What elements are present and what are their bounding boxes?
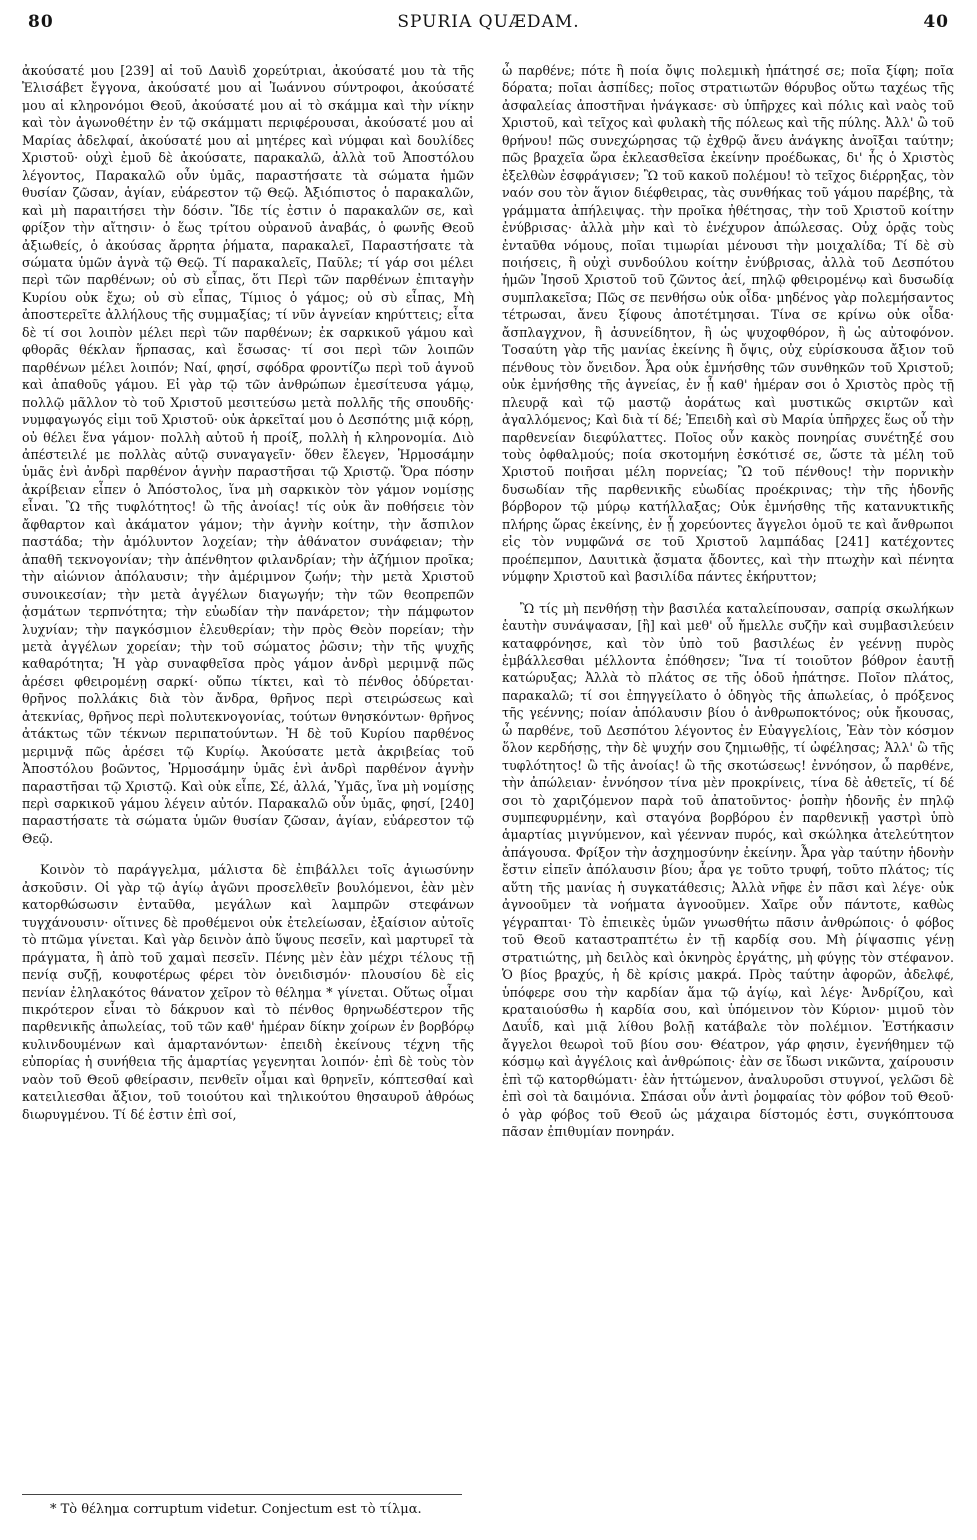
- page-number-right: 40: [923, 12, 949, 32]
- right-column: [502, 62, 954, 1492]
- footnote-rule: [22, 1494, 462, 1495]
- running-title: SPURIA QUÆDAM.: [397, 12, 580, 32]
- left-column: [22, 62, 474, 1492]
- page-number-left: 80: [28, 12, 54, 32]
- running-header: [0, 12, 977, 46]
- footnote: * Τὸ θέλημα corruptum videtur. Conjectum est τὸ τίλμα.: [50, 1502, 422, 1517]
- right-paragraph-2: Ὢ τίς μὴ πενθήσῃ τὴν βασιλέα καταλείπουσαν, σαπρίᾳ σκωλήκων ἑαυτὴν συνάψασαν, [ἢ] καὶ μεθ' οὗ ἤμελλε συζῆν καὶ συμβασιλεύειν καταφρόνησε, καὶ τὸν ὑπὸ τοῦ βασιλέως ἐν γεέννῃ πυρὸς ἐμβάλλεσθαι μέλλοντα ἐπόθησεν; Ἵνα τί τοιοῦτον βόθρον ἑαυτῇ κατώρυξας; Ἀλλὰ τὸ πλάτος σε τῆς ὁδοῦ ἠπάτησε. Ποῖον πλάτος, παρακαλῶ; τί σοι ἐπηγγείλατο ὁ ὁδηγὸς τῆς ἀπωλείας, ὁ πρόξενος τῆς γεέννης; ποίαν ἀπόλαυσιν βίου ὁ ἀνθρωποκτόνος; οὐκ ἤκουσας, ὦ παρθένε, τοῦ Δεσπότου λέγοντος ἐν Εὐαγγελίοις, Ἐὰν τὸν κόσμον ὅλον κερδήσῃς, τὴν δὲ ψυχήν σου ζημιωθῇς, τί ὠφέλησας; Ἀλλ' ὢ τῆς τυφλότητος! ὢ τῆς ἀνοίας! ὢ τῆς σκοτώσεως! ἐννόησον, ὦ παρθένε, τὴν ἀπώλειαν· ἐννόησον τίνα μὲν προκρίνεις, τίνα δὲ ἀθετεῖς, τί δέ σοι τὸ χαριζόμενον παρὰ τοῦ ἀπατοῦντος· ῥοπὴν ἡδονῆς ἐν πηλῷ συμπεφυρμένην, καὶ σταγόνα βορβόρου ἐν παρθενικῇ γαστρὶ ὑπὸ ἁμαρτίας μιγνύμενον, καὶ γέενναν πυρός, καὶ σκώληκα ἀτελεύτητον ἀπάγουσα. Φρίξον τὴν ἀσχημοσύνην ἐκείνην. Ἆρα γὰρ ταύτην ἡδονὴν ἔστιν εἰπεῖν ἀπόλαυσιν βίου; ἆρα γε τοῦτο τρυφή, τοῦτο πλάτος; τίς αὕτη τῆς μανίας ἡ συγκατάθεσις; Ἀλλὰ νῆφε ἐν πᾶσι καὶ λέγε· οὐκ ἀγνοοῦμεν τὰ νοήματα ἀγνοοῦμεν. Χαῖρε οὖν πάντοτε, καθὼς γέγραπται· Τὸ ἐπιεικὲς ὑμῶν γνωσθήτω πᾶσιν ἀνθρώποις· ὁ φόβος τοῦ Θεοῦ καταστραπτέτω ἐν τῇ καρδίᾳ σου. Μὴ ῥίψασπις γένῃ στρατιώτης, μὴ δειλὸς καὶ ὀκνηρὸς ἐργάτης, μὴ φύγῃς τὸν στέφανον. Ὁ βίος βραχύς, ἡ δὲ κρίσις μακρά. Πρὸς ταύτην ἀφορῶν, ἀδελφέ, ὑπόφερε σου τὴν καρδίαν ἅμα τῷ ἁγίῳ, καὶ λέγε· Ἀνδρίζου, καὶ κραταιούσθω ἡ καρδία σου, καὶ ὑπόμεινον τὸν Κύριον· μιμοῦ τὸν Δαυΐδ, καὶ μιᾷ λίθου βολῇ κατάβαλε τὸν πολέμιον. Ἐστήκασιν ἄγγελοι θεωροὶ τοῦ βίου σου· Θέατρον, γάρ φησιν, ἐγενήθημεν τῷ κόσμῳ καὶ ἀγγέλοις καὶ ἀνθρώποις· ἐὰν σε ἴδωσι νικῶντα, χαίρουσιν ἐπὶ τῷ κατορθώματι· ἐὰν ἡττώμενον, ἀναλυροῦσι στυγνοί, γελῶσι δὲ ἐπὶ σοὶ τὰ δαιμόνια. Σπάσαι οὖν ἀντὶ ῥομφαίας τὸν φόβον τοῦ Θεοῦ· ὁ γὰρ φόβος τοῦ Θεοῦ ὡς μάχαιρα δίστομός ἐστι, συγκόπτουσα πᾶσαν ἐπιθυμίαν πονηράν.: [502, 600, 954, 1140]
- left-paragraph-1: ἀκούσατέ μου [239] αἱ τοῦ Δαυὶδ χορεύτριαι, ἀκούσατέ μου τὰ τῆς Ἐλισάβετ ἔγγονα, ἀκούσατέ μου αἱ Ἰωάννου σύντροφοι, ἀκούσατέ μου αἱ κληρονόμοι Θεοῦ, ἀκούσατέ μου αἱ τὸ σκάμμα καὶ τὴν νίκην καὶ τὸν ἀγωνοθέτην ἐν τῷ σκάμματι περιφέρουσαι, ἀκούσατέ μου αἱ Μαρίας ἀδελφαί, ἀκούσατέ μου αἱ μητέρες καὶ νύμφαι καὶ δουλίδες Χριστοῦ· οὐχὶ ἐμοῦ δὲ ἀκούσατε, παρακαλῶ, ἀλλὰ τοῦ Ἀποστόλου λέγοντος, Παρακαλῶ οὖν ὑμᾶς, παραστήσατε τὰ σώματα ἡμῶν θυσίαν ζῶσαν, ἁγίαν, εὐάρεστον τῷ Θεῷ. Ἀξιόπιστος ὁ παρακαλῶν, καὶ μὴ παραιτήσει τὴν δόσιν. Ἴδε τίς ἐστιν ὁ παρακαλῶν σε, καὶ φρίξον τὴν αἴτησιν· ὁ ἕως τρίτου οὐρανοῦ ἀναβάς, ὁ φωνῆς Θεοῦ ἀξιωθείς, ὁ ἀκούσας ἄρρητα ῥήματα, παρακαλεῖ, Παραστήσατε τὰ σώματα ὑμῶν ἁγνὰ τῷ Θεῷ. Τί παρακαλεῖς, Παῦλε; τί γάρ σοι μέλει περὶ τῶν παρθένων; οὐ σὺ εἶπας, ὅτι Περὶ τῶν παρθένων ἐπιταγὴν Κυρίου οὐκ ἔχω; οὐ σὺ εἶπας, Τίμιος ὁ γάμος; οὐ σὺ εἶπας, Μὴ ἀποστερεῖτε ἀλλήλους τῆς συμμαξίας; τί νῦν ἁγνείαν κηρύττεις; εἶτα δὲ τί σοι λοιπὸν μέλει περὶ τῶν παρθένων; ἐκ σαρκικοῦ γάμου καὶ φθορᾶς θέκλαν ἥρπασας, καὶ ἔσωσας· τί σοι περὶ τῶν λοιπῶν παρθένων μέλει λοιπόν; Ναί, φησί, σφόδρα φροντίζω περὶ τοῦ ἁγνοῦ καὶ ἀπαθοῦς γάμου. Εἰ γὰρ τῷ τῶν ἀνθρώπων ἐμεσίτευσα γάμῳ, πολλῷ μᾶλλον τὸ τοῦ Χριστοῦ μεσιτεύσω μετὰ πολλῆς τῆς σπουδῆς· νυμφαγωγός εἰμι τοῦ Χριστοῦ· οὐκ ἀρκεῖταί μου ὁ Δεσπότης μιᾷ κόρῃ, οὐ θέλει ἕνα γάμον· πολλὴ αὐτοῦ ἡ προίξ, πολλὴ ἡ κληρονομία. Διὸ ἀπέστειλέ με πολλὰς αὐτῷ συναγαγεῖν· ὅθεν ἔλεγεν, Ἡρμοσάμην ὑμᾶς ἑνὶ ἀνδρὶ παρθένον ἁγνὴν παραστῆσαι τῷ Χριστῷ. Ὅρα πόσην ἀκρίβειαν εἶπεν ὁ Ἀπόστολος, ἵνα μὴ σαρκικὸν τὸν γάμον νομίσῃς εἶναι. Ὢ τῆς τυφλότητος! ὢ τῆς ἀνοίας! τίς οὐκ ἂν ποθήσειε τὸν ἄφθαρτον καὶ ἀκάματον γάμον; τὴν ἁγνὴν κοίτην, τὴν ἄσπιλον παστάδα; τὴν ἀμόλυντον λοχείαν; τὴν ἀθάνατον συνάφειαν; τὴν ἀπαθῆ τεκνογονίαν; τὴν ἀπένθητον φιλανδρίαν; τὴν ἀζήμιον προῖκα; τὴν αἰώνιον ἀπόλαυσιν; τὴν ἀμέριμνον ζωήν; τὴν μετὰ Χριστοῦ συνοικεσίαν; τὴν μετὰ ἀγγέλων διαγωγήν; τὴν τῶν θεοπρεπῶν ᾀσμάτων τερπνότητα; τὴν εὐωδίαν τὴν πανάρετον; τὴν πάμφωτον λυχνίαν; τὴν παγκόσμιον ἐλευθερίαν; τὴν πρὸς Θεὸν πορείαν; τὴν μετὰ ἀγγέλων χορείαν; τὴν τοῦ σώματος ῥῶσιν; τὴν τῆς ψυχῆς καθαρότητα; Ἡ γὰρ συναφθεῖσα πρὸς γάμον ἀνδρὶ μεριμνᾷ πῶς ἀρέσει φθειρομένῃ σαρκί· οὔπω τίκτει, καὶ τὸ πένθος ὀδύρεται· θρῆνος πολλάκις διὰ τὸν ἄνδρα, θρῆνος περὶ στειρώσεως καὶ ἀτεκνίας, θρῆνος περὶ πολυτεκνογονίας, τούτων θνησκόντων· θρῆνος ἀτάκτως τῶν τέκνων περιπατούντων. Ἡ δὲ τοῦ Κυρίου παρθένος μεριμνᾷ πῶς ἀρέσει τῷ Κυρίῳ. Ἀκούσατε μετὰ ἀκριβείας τοῦ Ἀποστόλου βοῶντος, Ἡρμοσάμην ὑμᾶς ἑνὶ ἀνδρὶ παρθένον ἁγνὴν παραστῆσαι τῷ Χριστῷ. Καὶ οὐκ εἶπε, Σέ, ἀλλά, Ὑμᾶς, ἵνα μὴ νομίσῃς περὶ σαρκικοῦ γάμου λέγειν αὐτόν. Παρακαλῶ οὖν ὑμᾶς, φησί, [240] παραστήσατε τὰ σώματα ὑμῶν θυσίαν ζῶσαν, ἁγίαν, εὐάρεστον τῷ Θεῷ.: [22, 63, 474, 846]
- right-paragraph-1: ὦ παρθένε; πότε ἢ ποία ὄψις πολεμικὴ ἠπάτησέ σε; ποῖα ξίφη; ποῖα δόρατα; ποῖαι ἀσπίδες; ποῖος στρατιωτῶν θόρυβος οὕτω ταχέως τῆς ἀσφαλείας ἀποστῆναι ἠνάγκασε· σὺ ὑπῆρχες καὶ πόλις καὶ ναὸς τοῦ Χριστοῦ, καὶ τεῖχος καὶ φυλακὴ τῆς πόλεως καὶ τῆς πύλης. Ἀλλ' ὢ τοῦ θρήνου! πῶς συνεχώρησας τῷ ἐχθρῷ ἄνευ ἀνάγκης ἀνοῖξαι ταύτην; πῶς βραχεῖα ὥρα ἐκλεασθεῖσα ἐκείνην προέδωκας, δι' ἧς ὁ Χριστὸς ἐξελθὼν ἐσφράγισεν; Ὢ τοῦ κακοῦ πολέμου! τὸ τεῖχος διέρρηξας, τὸν ναόν σου τὸν ἅγιον διέφθειρας, τὰς συνθήκας τοῦ γάμου παρέβης, τὰ γράμματα ἀπήλειψας. τὴν προῖκα ἠθέτησας, τὴν τοῦ Χριστοῦ κοίτην ἐνύβρισας· ἀλλὰ μὴν καὶ τὸ ἐνέχυρον ἀπώλεσας. Οὐχ ὁρᾷς τοὺς ἐνταῦθα νόμους, ποῖαι τιμωρίαι μένουσι τὴν μοιχαλίδα; Τί δὲ σὺ ποιήσεις, ἢ οὐχὶ συνδούλου κοίτην ἐνύβρισας, ἀλλὰ τοῦ Δεσπότου ἡμῶν Ἰησοῦ Χριστοῦ τοῦ ζῶντος ἀεί, πηλῷ φθειρομένῳ καὶ δυσωδίᾳ συμπλακεῖσα; Πῶς σε πενθήσω οὐκ οἶδα· μηδένος γὰρ πολεμήσαντος τέτρωσαι, ἄνευ ξίφους ἀποτέτμησαι. Τίνα σε κρίνω οὐκ οἶδα· ἄσπλαγχνον, ἢ ἀσυνείδητον, ἢ ὡς ψυχοφθόρον, ἢ ὡς αὐτοφόνον. Τοσαύτη γὰρ τῆς μανίας ἐκείνης ἢ ὄψις, οὐχ εὑρίσκουσα ἄξιον τοῦ πένθους τὸν ὄνειδον. Ἆρα οὐκ ἐμνήσθης τῶν συνθηκῶν τοῦ Χριστοῦ; οὐκ ἐμνήσθης τῆς ἁγνείας, ἐν ᾗ καθ' ἡμέραν σοι ὁ Χριστὸς πρὸς τῇ πλευρᾷ καὶ τῷ μαστῷ ἀοράτως καὶ μυστικῶς σκιρτῶν καὶ ἀγαλλόμενος; Καὶ διὰ τί δέ; Ἐπειδὴ καὶ σὺ Μαρία ὑπῆρχες ἕως οὗ τὴν παρθενείαν διεφύλαττες. Ποῖος οὖν κακὸς πονηρίας συνέτηξέ σου τοὺς ὀφθαλμούς; ποία σκοτομήνη ἐσκότισέ σε, ὥστε τὰ μέλη τοῦ Χριστοῦ ποιῆσαι μέλη πορνείας; Ὢ τοῦ πένθους! τὴν πορνικὴν δυσωδίαν τῆς παρθενικῆς εὐωδίας προέκρινας; τὴν τῆς ἡδονῆς βόρβορον τῷ μύρῳ κατήλλαξας; Οὐκ ἐμνήσθης τῆς κατανυκτικῆς πλήρης ὥρας ἐκείνης, ἐν ᾗ χορεύοντες ἄγγελοι ὁμοῦ τε καὶ ἄνθρωποι εἰς τὸν νυμφῶνά σε τοῦ Χριστοῦ λαμπάδας [241] κατέχοντες προέπεμπον, Δαυιτικὰ ᾄσματα ᾄδοντες, καὶ τὴν πτωχὴν καὶ πένητα νύμφην Χριστοῦ καὶ βασιλίδα πάντες ἐκήρυττον;: [502, 63, 954, 585]
- left-paragraph-2: Κοινὸν τὸ παράγγελμα, μάλιστα δὲ ἐπιβάλλει τοῖς ἁγιωσύνην ἀσκοῦσιν. Οἱ γὰρ τῷ ἁγίῳ ἀγῶνι προσελθεῖν βουλόμενοι, ἐὰν μὲν κατορθώσωσιν ἐνταῦθα, μεγάλων καὶ λαμπρῶν στεφάνων τυγχάνουσιν· οἵτινες δὲ προθέμενοι οὐκ ἐτελείωσαν, ἐξαίσιον αὐτοῖς τὸ πτῶμα γίνεται. Καὶ γὰρ δεινὸν ἀπὸ ὕψους πεσεῖν, καὶ μαρτυρεῖ τὰ πράγματα, ἢ ἀπὸ τοῦ χαμαὶ πεσεῖν. Πένης μὲν ἐὰν μέχρι τέλους τῇ πενίᾳ συζῇ, κουφοτέρως φέρει τὸν ὀνειδισμόν· πλουσίου δὲ εἰς πενίαν ἐληλακότος θάνατον χεῖρον τὸ θέλημα * γίνεται. Οὕτως οἶμαι πικρότερον εἶναι τὸ δάκρυον καὶ τὸ πένθος θρηνωδέστερον τῆς παρθενικῆς ἀπωλείας, τοῦ τῶν καθ' ἡμέραν δίκην χοίρων ἐν βορβόρῳ κυλινδουμένων καὶ ἁμαρτανόντων· ἐπειδὴ ἐκείνους τέχνη τῆς εὐπορίας ἡ συνήθεια τῆς ἁμαρτίας γεγενηται λοιπόν· ἐπὶ δὲ τοὺς τὸν ναὸν τοῦ Θεοῦ φθείρασιν, πενθεῖν οἶμαι καὶ θρηνεῖν, κόπτεσθαί καὶ κατειλιεσθαι ἄξιον, τοῦ τοιούτου καὶ τηλικούτου θησαυροῦ ἀθρόως διωρυγμένου. Τί δέ ἐστιν ἐπὶ σοί,: [22, 862, 474, 1122]
